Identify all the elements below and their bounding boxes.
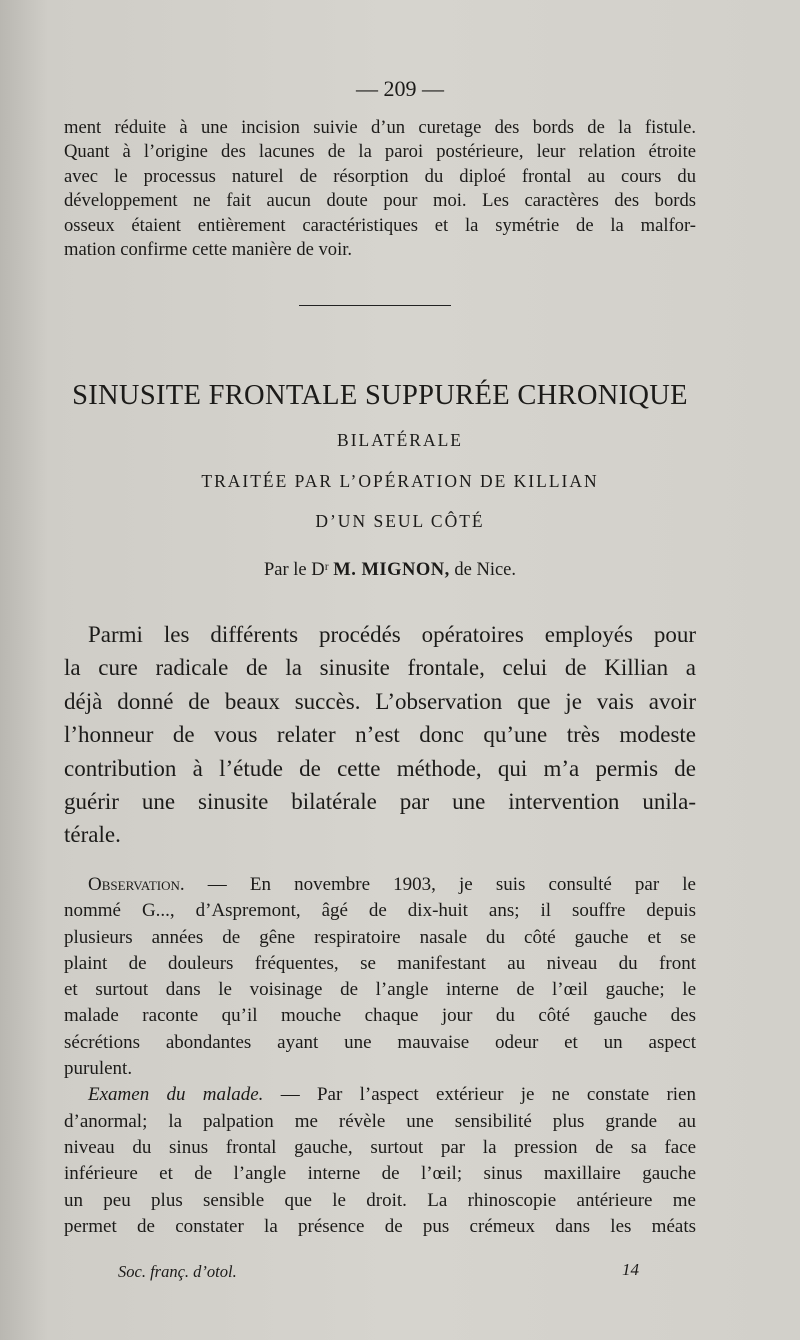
observation-section bbox=[64, 872, 696, 1240]
examen-first-line: — Par l’aspect extérieur je ne constate rien bbox=[263, 1084, 696, 1106]
text-line: développement ne fait aucun doute pour moi. Les caractères des bords bbox=[64, 190, 696, 212]
examen-label: Examen du malade. bbox=[88, 1084, 264, 1106]
article-title: SINUSITE FRONTALE SUPPURÉE CHRONIQUE bbox=[72, 380, 688, 411]
section-divider bbox=[299, 305, 451, 306]
article-subtitle-3: D’UN SEUL CÔTÉ bbox=[315, 511, 485, 531]
byline-suffix: de Nice. bbox=[454, 560, 517, 580]
text-line: la cure radicale de la sinusite frontale, celui de Killian a bbox=[64, 655, 696, 681]
text-line: guérir une sinusite bilatérale par une intervention unila- bbox=[64, 789, 696, 815]
text-line: plaint de douleurs fréquentes, se manifestant au niveau du front bbox=[64, 952, 696, 974]
text-line bbox=[64, 1082, 696, 1108]
text-line: permet de constater la présence de pus crémeux dans les méats bbox=[64, 1215, 696, 1237]
page-number: — 209 — bbox=[356, 76, 444, 101]
text-line: sécrétions abondantes ayant une mauvaise odeur et un aspect bbox=[64, 1031, 696, 1053]
text-line: térale. bbox=[64, 822, 121, 848]
text-line: ment réduite à une incision suivie d’un curetage des bords de la fistule. bbox=[64, 117, 696, 138]
byline-prefix: Par le Dʳ bbox=[263, 560, 329, 580]
text-line bbox=[64, 872, 696, 898]
text-line: inférieure et de l’angle interne de l’œil; sinus maxillaire gauche bbox=[64, 1163, 696, 1185]
text-line: l’honneur de vous relater n’est donc qu’une très modeste bbox=[64, 722, 696, 748]
text-line: un peu plus sensible que le droit. La rhinoscopie antérieure me bbox=[64, 1189, 696, 1211]
observation-label: Observation. bbox=[88, 874, 185, 895]
article-subtitle-2: TRAITÉE PAR L’OPÉRATION DE KILLIAN bbox=[201, 471, 599, 491]
text-line: mation confirme cette manière de voir. bbox=[64, 239, 353, 261]
previous-section-text bbox=[64, 116, 696, 262]
text-line: Parmi les différents procédés opératoires employés pour bbox=[88, 622, 696, 647]
text-line: d’anormal; la palpation me révèle une sensibilité plus grande au bbox=[64, 1110, 696, 1132]
text-line: plusieurs années de gêne respiratoire nasale du côté gauche et se bbox=[64, 926, 696, 948]
text-line: avec le processus naturel de résorption du diploé frontal au cours du bbox=[64, 165, 696, 187]
article-subtitle-1: BILATÉRALE bbox=[337, 430, 463, 450]
author-name: M. MIGNON, bbox=[333, 560, 450, 580]
text-line: et surtout dans le voisinage de l’angle interne de l’œil gauche; le bbox=[64, 979, 696, 1001]
text-line: purulent. bbox=[64, 1058, 133, 1080]
text-line: Quant à l’origine des lacunes de la paroi postérieure, leur relation étroite bbox=[64, 141, 696, 163]
observation-first-line: — En novembre 1903, je suis consulté par le bbox=[184, 874, 696, 895]
intro-paragraph bbox=[64, 618, 696, 852]
text-line: contribution à l’étude de cette méthode, qui m’a permis de bbox=[64, 755, 696, 781]
text-line: malade raconte qu’il mouche chaque jour du côté gauche des bbox=[64, 1005, 696, 1027]
text-line: niveau du sinus frontal gauche, surtout par la pression de sa face bbox=[64, 1136, 696, 1158]
text-line: nommé G..., d’Aspremont, âgé de dix-huit ans; il souffre depuis bbox=[64, 900, 696, 922]
text-line: déjà donné de beaux succès. L’observation que je vais avoir bbox=[64, 688, 696, 714]
footer-journal: Soc. franç. d’otol. bbox=[118, 1262, 237, 1281]
byline bbox=[0, 560, 780, 581]
text-line: osseux étaient entièrement caractéristiques et la symétrie de la malfor- bbox=[64, 214, 696, 236]
footer-signature: 14 bbox=[622, 1260, 639, 1279]
